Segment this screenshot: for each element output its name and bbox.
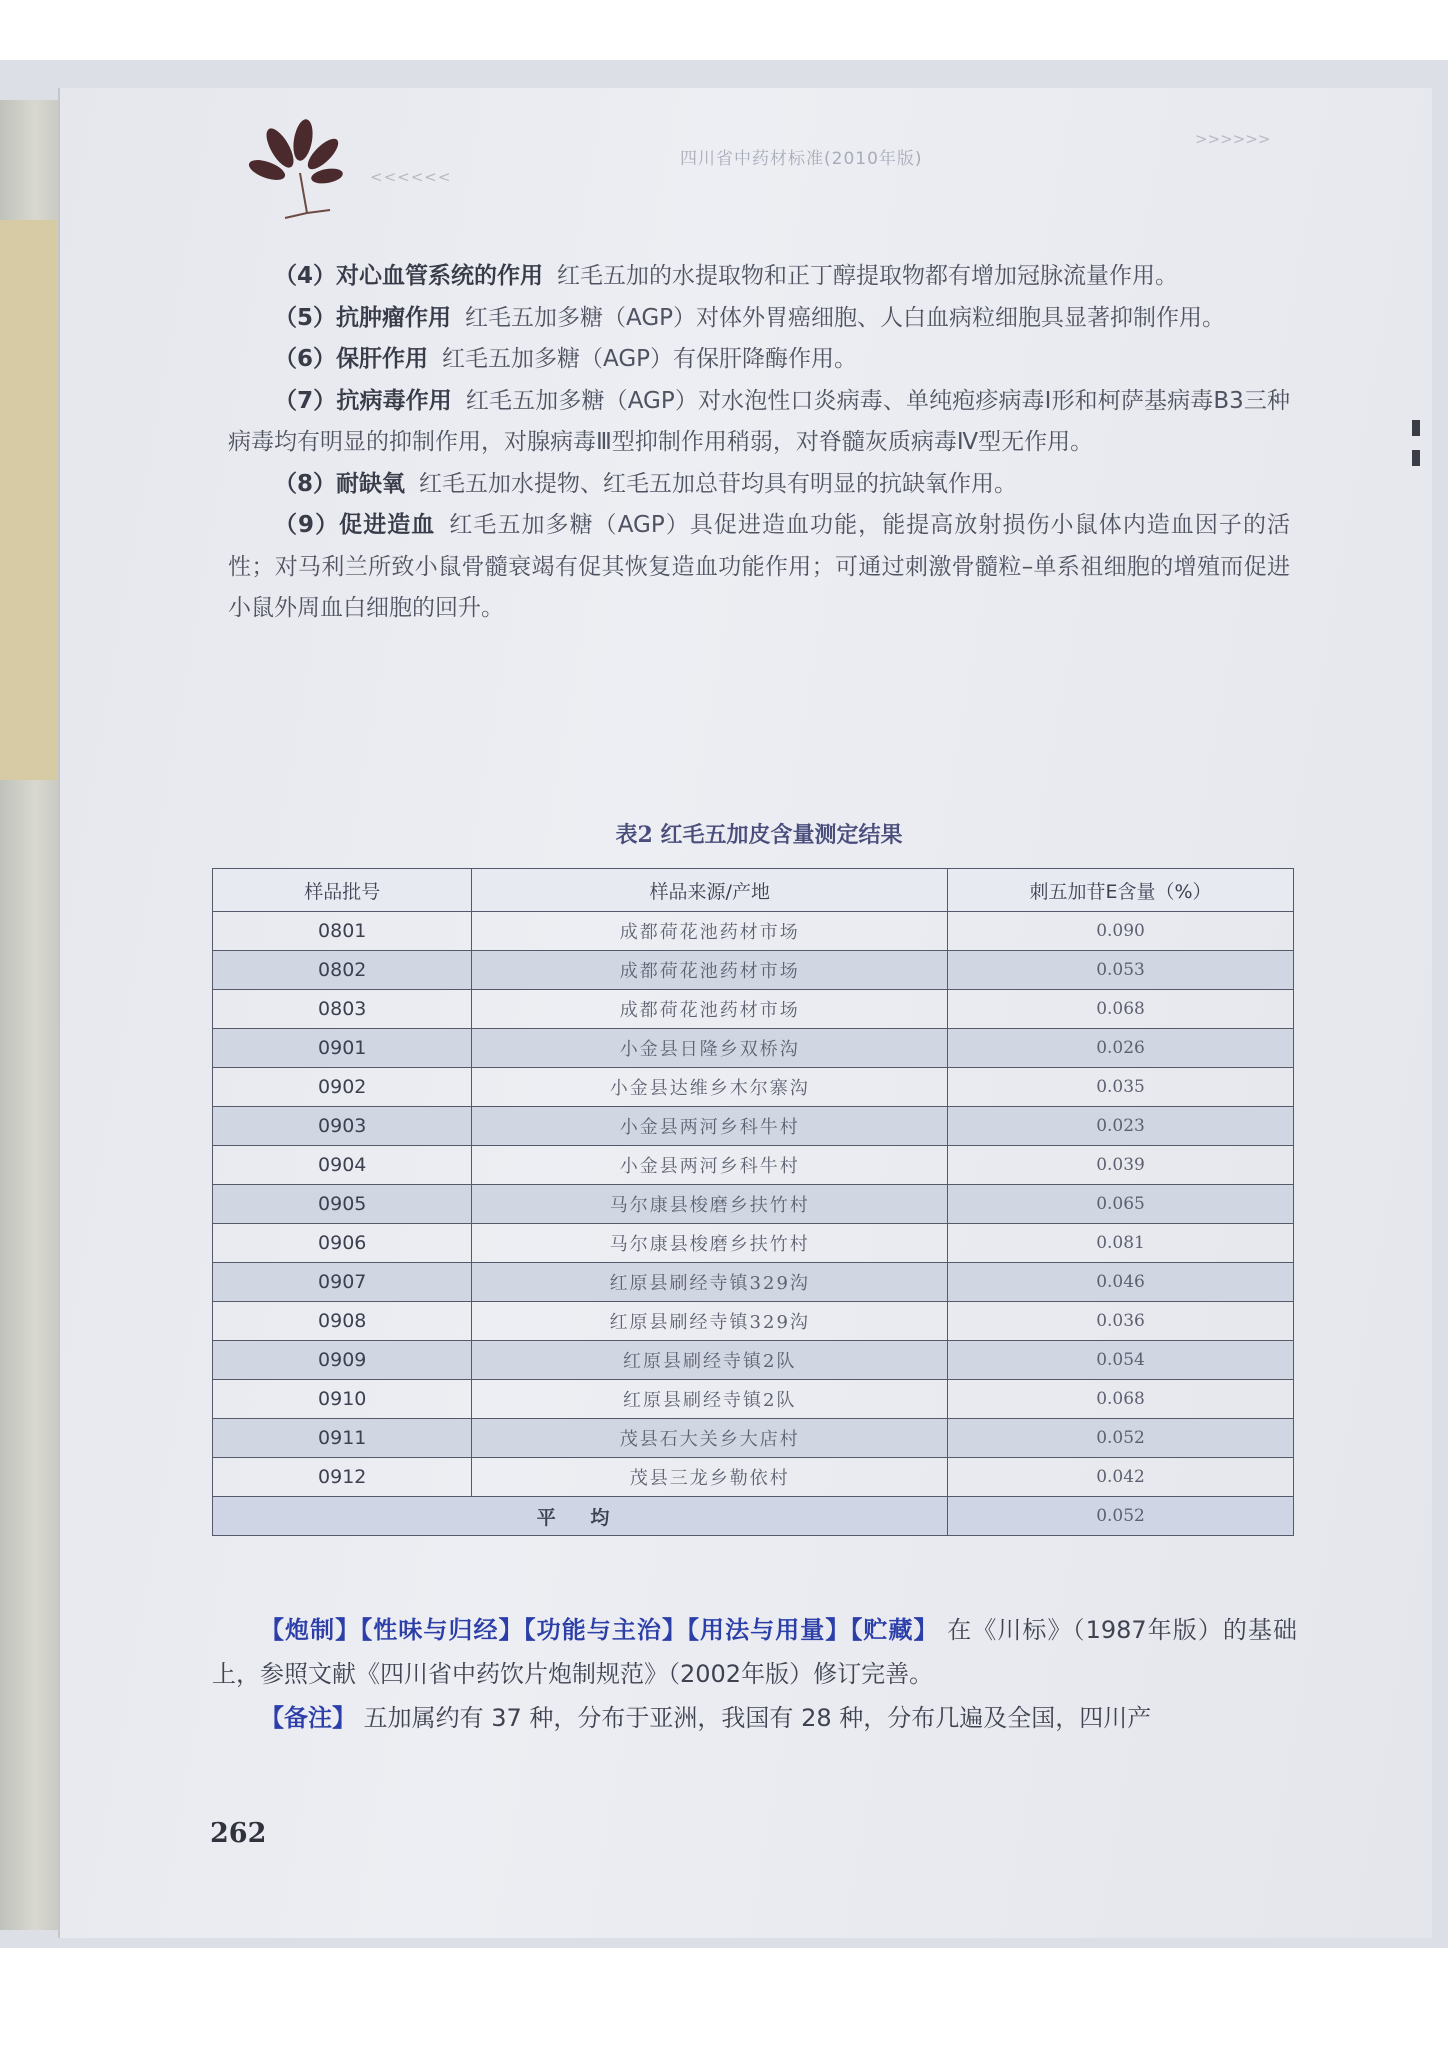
section-5	[228, 298, 1290, 340]
source-cell: 茂县石大关乡大店村	[472, 1419, 948, 1458]
batch-cell: 0904	[213, 1146, 472, 1185]
page-edge-marks	[1412, 420, 1422, 480]
section-9	[228, 505, 1290, 630]
section-heading: （5）抗肿瘤作用	[274, 304, 452, 331]
batch-cell: 0907	[213, 1263, 472, 1302]
header-arrows-right: >>>>>>	[1195, 130, 1271, 148]
batch-cell: 0909	[213, 1341, 472, 1380]
batch-cell: 0902	[213, 1068, 472, 1107]
pharmacology-sections	[228, 256, 1290, 630]
processing-headings: 【炮制】【性味与归经】【功能与主治】【用法与用量】【贮藏】	[260, 1616, 939, 1644]
table-body	[213, 912, 1294, 1536]
table-header-row	[213, 869, 1294, 912]
section-8	[228, 464, 1290, 506]
average-value: 0.052	[948, 1497, 1294, 1536]
table-row	[213, 1107, 1294, 1146]
source-cell: 成都荷花池药材市场	[472, 912, 948, 951]
content-cell: 0.026	[948, 1029, 1294, 1068]
content-cell: 0.023	[948, 1107, 1294, 1146]
header-arrows-left: <<<<<<	[370, 168, 452, 186]
batch-cell: 0801	[213, 912, 472, 951]
assay-results-table	[212, 868, 1294, 1536]
section-text: 红毛五加水提物、红毛五加总苷均具有明显的抗缺氧作用。	[419, 470, 1018, 497]
section-heading: （7）抗病毒作用	[274, 387, 452, 414]
content-cell: 0.052	[948, 1419, 1294, 1458]
content-table	[212, 868, 1294, 1536]
remarks-text: 五加属约有 37 种，分布于亚洲，我国有 28 种，分布几遍及全国，四川产	[363, 1704, 1152, 1732]
source-cell: 茂县三龙乡勒依村	[472, 1458, 948, 1497]
section-text: 红毛五加多糖（AGP）对体外胃癌细胞、人白血病粒细胞具显著抑制作用。	[465, 304, 1226, 331]
source-cell: 马尔康县梭磨乡扶竹村	[472, 1185, 948, 1224]
content-cell: 0.054	[948, 1341, 1294, 1380]
batch-cell: 0802	[213, 951, 472, 990]
content-cell: 0.039	[948, 1146, 1294, 1185]
content-cell: 0.081	[948, 1224, 1294, 1263]
batch-cell: 0911	[213, 1419, 472, 1458]
content-cell: 0.046	[948, 1263, 1294, 1302]
section-text: 红毛五加多糖（AGP）对水泡性口炎病毒、单纯疱疹病毒I形和柯萨基病毒B3三种病毒均有明显的抑制作用，对腺病毒Ⅲ型抑制作用稍弱，对脊髓灰质病毒Ⅳ型无作用。	[228, 387, 1290, 455]
source-cell: 成都荷花池药材市场	[472, 990, 948, 1029]
batch-cell: 0906	[213, 1224, 472, 1263]
table-average-row	[213, 1497, 1294, 1536]
batch-cell: 0912	[213, 1458, 472, 1497]
section-4	[228, 256, 1290, 298]
table-row	[213, 1146, 1294, 1185]
source-cell: 马尔康县梭磨乡扶竹村	[472, 1224, 948, 1263]
table-row	[213, 1341, 1294, 1380]
table-row	[213, 1419, 1294, 1458]
content-cell: 0.068	[948, 990, 1294, 1029]
source-cell: 红原县刷经寺镇329沟	[472, 1263, 948, 1302]
content-cell: 0.053	[948, 951, 1294, 990]
source-cell: 红原县刷经寺镇329沟	[472, 1302, 948, 1341]
content-cell: 0.068	[948, 1380, 1294, 1419]
content-cell: 0.035	[948, 1068, 1294, 1107]
section-6	[228, 339, 1290, 381]
source-cell: 小金县达维乡木尔寨沟	[472, 1068, 948, 1107]
section-text: 红毛五加多糖（AGP）有保肝降酶作用。	[442, 346, 858, 372]
batch-cell: 0910	[213, 1380, 472, 1419]
table-row	[213, 1302, 1294, 1341]
table-row	[213, 1029, 1294, 1068]
table-row	[213, 1185, 1294, 1224]
section-heading: （9）促进造血	[274, 512, 436, 538]
section-7	[228, 381, 1290, 464]
remarks-heading: 【备注】	[260, 1704, 356, 1732]
section-heading: （6）保肝作用	[274, 346, 429, 372]
page-number: 262	[210, 1818, 267, 1849]
batch-cell: 0908	[213, 1302, 472, 1341]
content-cell: 0.065	[948, 1185, 1294, 1224]
source-cell: 小金县两河乡科牛村	[472, 1146, 948, 1185]
source-cell: 红原县刷经寺镇2队	[472, 1341, 948, 1380]
processing-text: 在《川标》（1987年版）的基础上，参照文献《四川省中药饮片炮制规范》（2002年版）修订完善。	[212, 1616, 1297, 1688]
processing-paragraph	[212, 1608, 1297, 1696]
section-text: 红毛五加的水提取物和正丁醇提取物都有增加冠脉流量作用。	[557, 263, 1179, 289]
source-cell: 小金县两河乡科牛村	[472, 1107, 948, 1146]
column-header-content: 刺五加苷E含量（%）	[948, 869, 1294, 912]
table-row	[213, 1380, 1294, 1419]
batch-cell: 0901	[213, 1029, 472, 1068]
table-row	[213, 1458, 1294, 1497]
processing-and-remarks	[212, 1608, 1297, 1740]
source-cell: 小金县日隆乡双桥沟	[472, 1029, 948, 1068]
table-caption: 表2 红毛五加皮含量测定结果	[615, 822, 903, 848]
average-label: 平 均	[213, 1497, 948, 1536]
column-header-source: 样品来源/产地	[472, 869, 948, 912]
leaf-branch-icon	[245, 118, 355, 228]
book-spine	[0, 100, 58, 1930]
book-spine-tan-strip	[0, 220, 58, 780]
remarks-paragraph	[212, 1696, 1297, 1740]
running-header-title: 四川省中药材标准(2010年版)	[680, 149, 923, 169]
table-row	[213, 1263, 1294, 1302]
table-row	[213, 912, 1294, 951]
content-cell: 0.036	[948, 1302, 1294, 1341]
source-cell: 成都荷花池药材市场	[472, 951, 948, 990]
table-row	[213, 990, 1294, 1029]
batch-cell: 0903	[213, 1107, 472, 1146]
column-header-batch: 样品批号	[213, 869, 472, 912]
batch-cell: 0905	[213, 1185, 472, 1224]
table-row	[213, 951, 1294, 990]
table-row	[213, 1224, 1294, 1263]
section-text: 红毛五加多糖（AGP）具促进造血功能，能提高放射损伤小鼠体内造血因子的活性；对马利兰所致小鼠骨髓衰竭有促其恢复造血功能作用；可通过刺激骨髓粒–单系祖细胞的增殖而促进小鼠外周血白细胞的回升。	[228, 512, 1290, 621]
source-cell: 红原县刷经寺镇2队	[472, 1380, 948, 1419]
section-heading: （8）耐缺氧	[274, 470, 406, 497]
section-heading: （4）对心血管系统的作用	[274, 263, 544, 289]
table-row	[213, 1068, 1294, 1107]
content-cell: 0.042	[948, 1458, 1294, 1497]
content-cell: 0.090	[948, 912, 1294, 951]
batch-cell: 0803	[213, 990, 472, 1029]
